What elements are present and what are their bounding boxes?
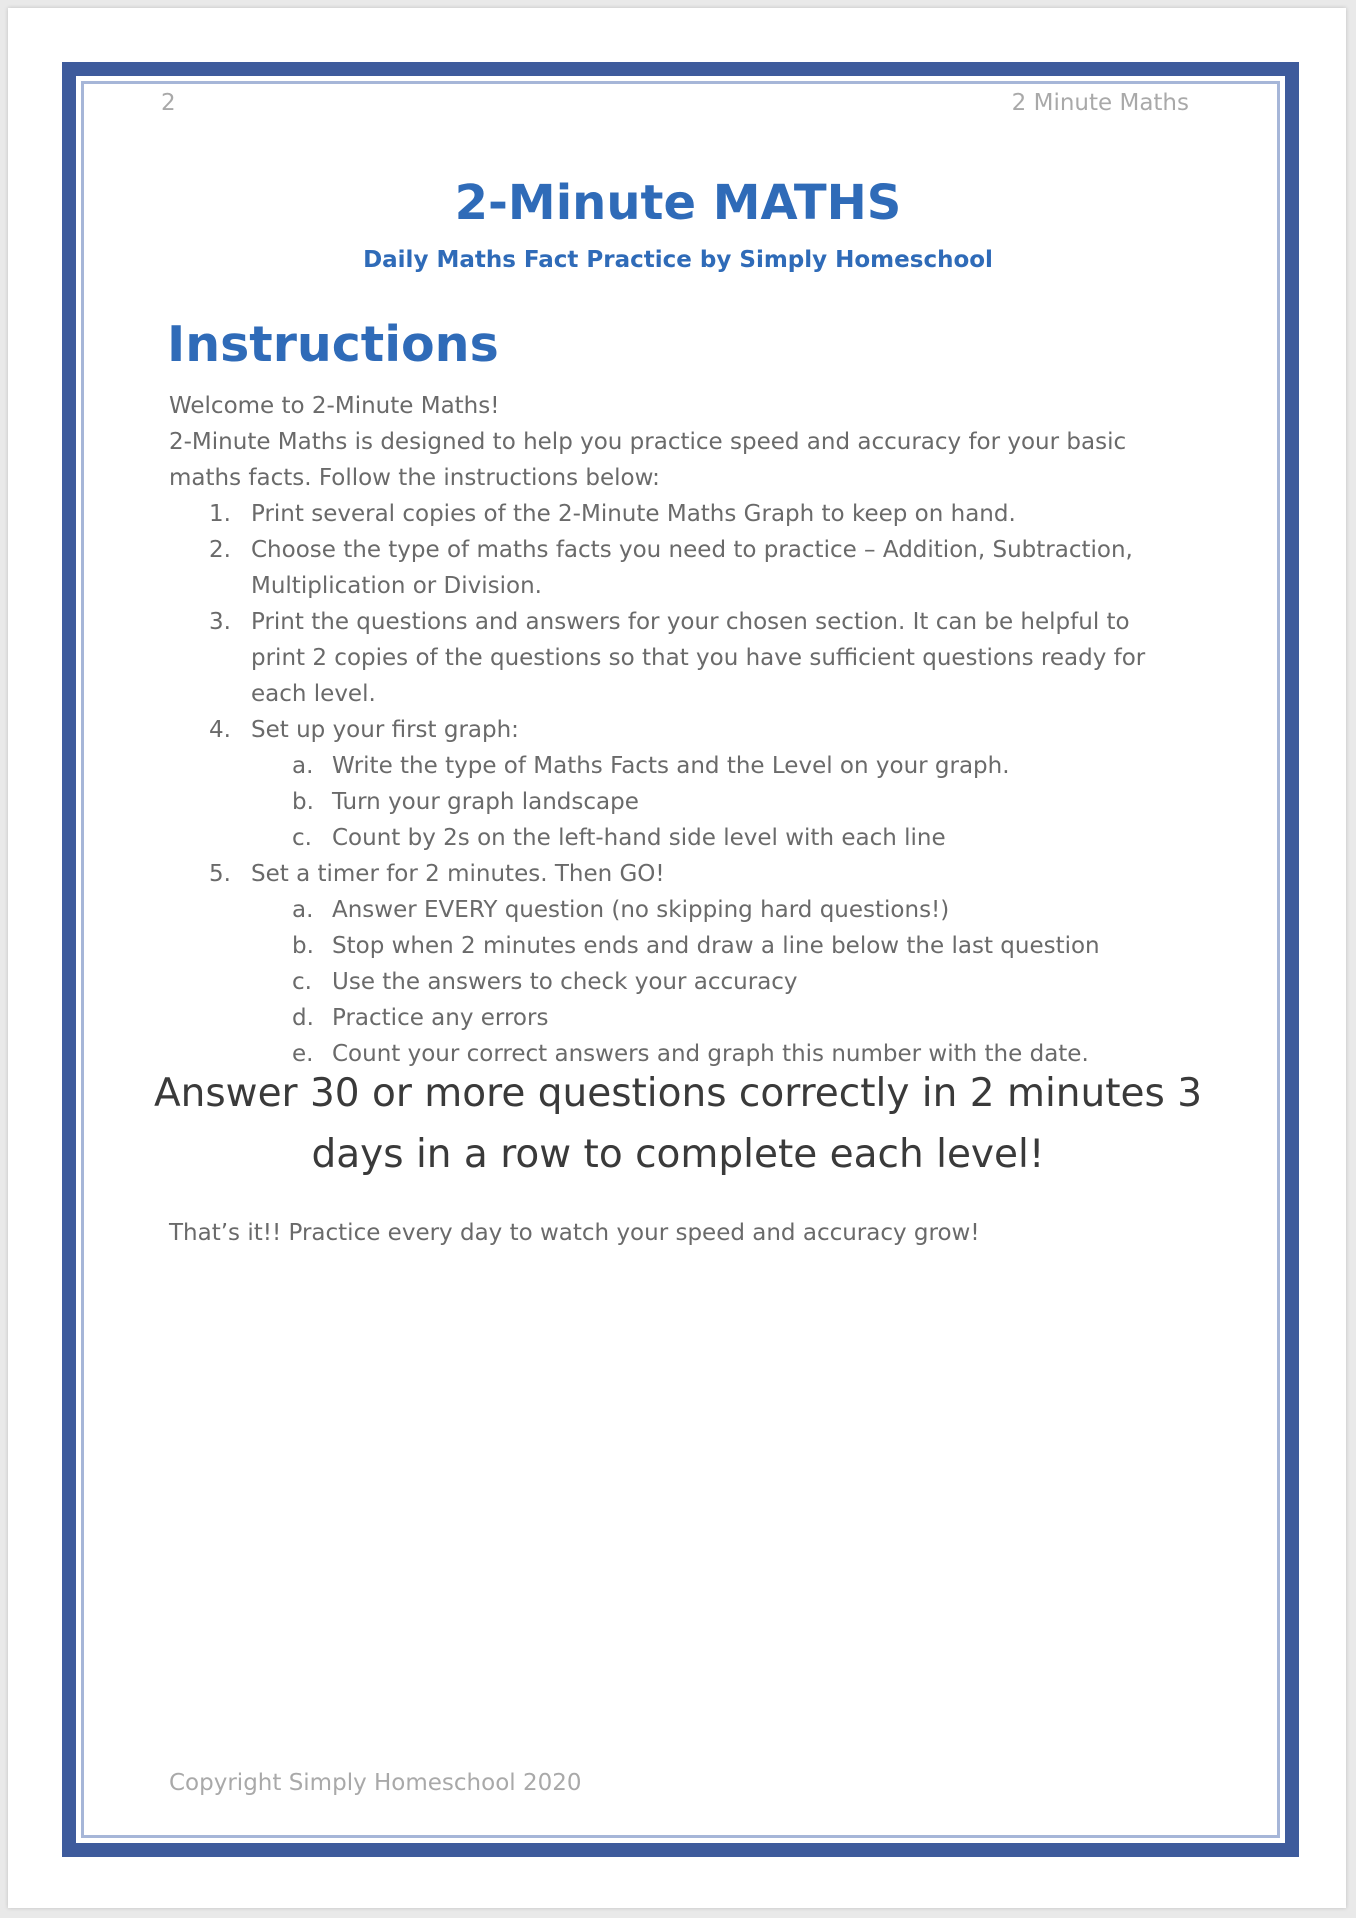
sub-list-item (169, 784, 1179, 820)
running-header: 2 Minute Maths (1011, 90, 1189, 116)
substeps-list (251, 748, 1179, 856)
closing-text: That’s it!! Practice every day to watch your speed and accuracy grow! (169, 1220, 980, 1246)
step-number: 4. (209, 717, 231, 743)
step-number: 5. (209, 861, 231, 887)
list-item (169, 856, 1179, 1072)
page-title: 2-Minute MATHS (454, 175, 902, 231)
substep-letter: b. (292, 789, 314, 815)
substep-text: Count by 2s on the left-hand side level with each line (332, 825, 946, 851)
page-number: 2 (161, 90, 176, 116)
sub-list-item (169, 964, 1179, 1000)
instructions-body (169, 388, 1179, 1072)
substep-text: Stop when 2 minutes ends and draw a line below the last question (332, 933, 1100, 959)
substep-text: Turn your graph landscape (332, 789, 639, 815)
substep-letter: a. (292, 753, 314, 779)
sub-list-item (169, 820, 1179, 856)
substep-text: Write the type of Maths Facts and the Level on your graph. (332, 753, 1010, 779)
page-subtitle: Daily Maths Fact Practice by Simply Homeschool (363, 247, 993, 273)
welcome-text: Welcome to 2-Minute Maths! (169, 393, 500, 419)
step-number: 1. (209, 501, 231, 527)
substeps-list (251, 892, 1179, 1072)
substep-letter: c. (292, 969, 312, 995)
step-text: Set up your first graph: (251, 717, 519, 743)
substep-letter: a. (292, 897, 314, 923)
copyright-footer: Copyright Simply Homeschool 2020 (169, 1770, 582, 1796)
substep-letter: e. (292, 1041, 314, 1067)
step-number: 3. (209, 609, 231, 635)
list-item (169, 496, 1179, 532)
list-item (169, 532, 1179, 604)
step-text: Set a timer for 2 minutes. Then GO! (251, 861, 665, 887)
step-text: Print the questions and answers for your chosen section. It can be helpful to print 2 copies of the questions so that you have sufficient questions ready for each level. (251, 609, 1146, 707)
substep-text: Answer EVERY question (no skipping hard questions!) (332, 897, 950, 923)
description-text: 2-Minute Maths is designed to help you practice speed and accuracy for your basic maths facts. Follow the instructions below: (169, 429, 1127, 491)
section-heading: Instructions (167, 316, 499, 373)
list-item (169, 604, 1179, 712)
substep-letter: c. (292, 825, 312, 851)
steps-list (169, 496, 1179, 1072)
step-text: Choose the type of maths facts you need to practice – Addition, Subtraction, Multiplication or Division. (251, 537, 1133, 599)
sub-list-item (169, 892, 1179, 928)
substep-letter: d. (292, 1005, 314, 1031)
sub-list-item (169, 928, 1179, 964)
substep-text: Use the answers to check your accuracy (332, 969, 798, 995)
step-number: 2. (209, 537, 231, 563)
goal-callout: Answer 30 or more questions correctly in 2 minutes 3 days in a row to complete each level! (153, 1071, 1203, 1177)
substep-text: Count your correct answers and graph this number with the date. (332, 1041, 1089, 1067)
substep-text: Practice any errors (332, 1005, 549, 1031)
step-text: Print several copies of the 2-Minute Maths Graph to keep on hand. (251, 501, 1016, 527)
substep-letter: b. (292, 933, 314, 959)
sub-list-item (169, 748, 1179, 784)
sub-list-item (169, 1000, 1179, 1036)
list-item (169, 712, 1179, 856)
